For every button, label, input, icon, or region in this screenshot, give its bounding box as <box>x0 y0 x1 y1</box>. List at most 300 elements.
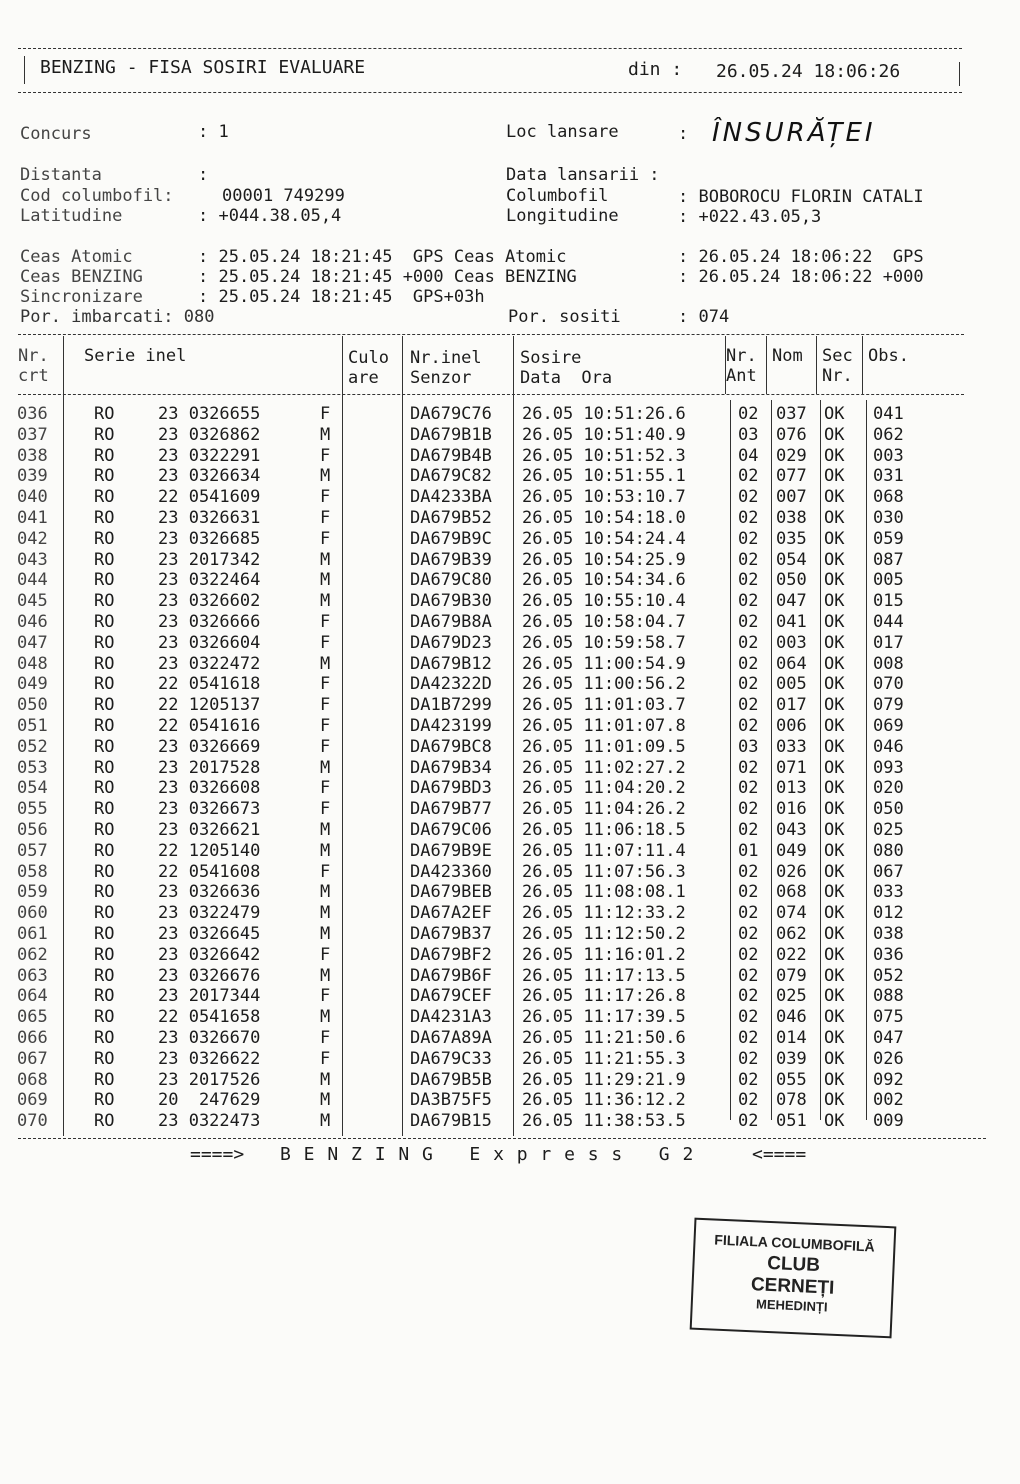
row-arrival-time: 26.05 11:00:56.2 <box>522 674 686 695</box>
row-sensor: DA679C82 <box>410 466 492 487</box>
footer-left-arrow: ====> <box>190 1144 245 1165</box>
columbofil-label: Columbofil <box>506 186 609 206</box>
row-antenna: 02 <box>738 591 759 612</box>
row-sensor: DA42322D <box>410 674 492 695</box>
row-security: OK <box>824 1090 845 1111</box>
row-ring-number: 23 0326631 <box>158 507 261 528</box>
header-left-border <box>24 56 25 84</box>
row-antenna: 02 <box>738 674 759 695</box>
row-security: OK <box>824 528 845 549</box>
row-ring-number: 23 0326622 <box>158 1048 261 1069</box>
row-arrival-time: 26.05 10:54:24.4 <box>522 528 686 549</box>
row-ring-number: 23 0322473 <box>158 1111 261 1132</box>
row-sensor: DA679C33 <box>410 1048 492 1069</box>
row-nom: 003 <box>776 632 807 653</box>
row-country: RO <box>94 466 115 487</box>
row-obs: 059 <box>873 528 904 549</box>
row-nom: 005 <box>776 674 807 695</box>
row-ring-number: 23 0322479 <box>158 903 261 924</box>
row-nom: 046 <box>776 1007 807 1028</box>
row-antenna: 02 <box>738 466 759 487</box>
row-nom: 074 <box>776 903 807 924</box>
row-ring-number: 23 0326604 <box>158 632 261 653</box>
row-sex: F <box>320 799 331 820</box>
row-country: RO <box>94 528 115 549</box>
row-sensor: DA4233BA <box>410 487 492 508</box>
row-sensor: DA679BD3 <box>410 778 492 799</box>
table-bottom-rule <box>18 1138 986 1139</box>
row-ring-number: 23 2017526 <box>158 1069 261 1090</box>
row-nom: 047 <box>776 591 807 612</box>
row-country: RO <box>94 778 115 799</box>
row-nom: 077 <box>776 466 807 487</box>
row-antenna: 02 <box>738 923 759 944</box>
row-antenna: 02 <box>738 861 759 882</box>
longitudine-label: Longitudine <box>506 206 619 226</box>
row-arrival-time: 26.05 10:59:58.7 <box>522 632 686 653</box>
row-sensor: DA1B7299 <box>410 695 492 716</box>
row-obs: 050 <box>873 799 904 820</box>
row-antenna: 02 <box>738 778 759 799</box>
row-sensor: DA423360 <box>410 861 492 882</box>
row-arrival-time: 26.05 11:06:18.5 <box>522 819 686 840</box>
row-country: RO <box>94 819 115 840</box>
row-security: OK <box>824 424 845 445</box>
row-obs: 092 <box>873 1069 904 1090</box>
row-antenna: 02 <box>738 570 759 591</box>
row-ring-number: 23 0326636 <box>158 882 261 903</box>
table-row <box>0 674 1020 695</box>
row-country: RO <box>94 570 115 591</box>
col-header-nrinel: Nr.inel <box>410 348 482 368</box>
row-sensor: DA679B15 <box>410 1111 492 1132</box>
row-security: OK <box>824 1048 845 1069</box>
row-ring-number: 22 0541658 <box>158 1007 261 1028</box>
row-number: 061 <box>17 923 48 944</box>
row-arrival-time: 26.05 11:02:27.2 <box>522 757 686 778</box>
row-sensor: DA679C06 <box>410 819 492 840</box>
row-antenna: 02 <box>738 799 759 820</box>
row-ring-number: 23 2017528 <box>158 757 261 778</box>
row-country: RO <box>94 903 115 924</box>
table-row <box>0 1007 1020 1028</box>
row-security: OK <box>824 611 845 632</box>
row-number: 047 <box>17 632 48 653</box>
row-number: 069 <box>17 1090 48 1111</box>
stamp-line-3: CERNEȚI <box>750 1274 835 1299</box>
row-arrival-time: 26.05 10:51:55.1 <box>522 466 686 487</box>
row-nom: 013 <box>776 778 807 799</box>
table-row <box>0 695 1020 716</box>
row-sex: M <box>320 757 331 778</box>
table-row <box>0 903 1020 924</box>
row-nom: 039 <box>776 1048 807 1069</box>
row-ring-number: 23 0326634 <box>158 466 261 487</box>
concurs-label: Concurs <box>20 124 92 144</box>
table-row <box>0 758 1020 779</box>
row-number: 059 <box>17 882 48 903</box>
row-nom: 026 <box>776 861 807 882</box>
row-sex: M <box>320 466 331 487</box>
row-antenna: 03 <box>738 424 759 445</box>
row-obs: 031 <box>873 466 904 487</box>
row-security: OK <box>824 591 845 612</box>
col-header-senzor: Senzor <box>410 368 472 388</box>
row-antenna: 02 <box>738 757 759 778</box>
row-ring-number: 23 0322464 <box>158 570 261 591</box>
table-row <box>0 862 1020 883</box>
row-sex: M <box>320 1069 331 1090</box>
row-sex: F <box>320 715 331 736</box>
loc-lansare-label: Loc lansare <box>506 122 619 142</box>
row-arrival-time: 26.05 11:04:26.2 <box>522 799 686 820</box>
row-number: 039 <box>17 466 48 487</box>
row-ring-number: 23 0326670 <box>158 1027 261 1048</box>
row-sensor: DA679CEF <box>410 986 492 1007</box>
row-sex: F <box>320 944 331 965</box>
table-row <box>0 1090 1020 1111</box>
row-ring-number: 23 0322291 <box>158 445 261 466</box>
row-antenna: 02 <box>738 404 759 424</box>
row-ring-number: 23 0326655 <box>158 404 261 424</box>
latitudine-label: Latitudine <box>20 206 123 226</box>
row-ring-number: 23 0326676 <box>158 965 261 986</box>
table-row <box>0 1070 1020 1091</box>
row-country: RO <box>94 653 115 674</box>
row-number: 037 <box>17 424 48 445</box>
col-header-crt: crt <box>18 366 49 386</box>
col-header-nr-ant: Nr. <box>726 346 757 366</box>
row-antenna: 02 <box>738 1111 759 1132</box>
row-arrival-time: 26.05 11:17:39.5 <box>522 1007 686 1028</box>
table-row <box>0 508 1020 529</box>
row-ring-number: 23 0326685 <box>158 528 261 549</box>
row-arrival-time: 26.05 11:08:08.1 <box>522 882 686 903</box>
header-right-border <box>959 62 960 86</box>
porumbei-imbarcati: Por. imbarcati: 080 <box>20 307 215 327</box>
row-sex: F <box>320 487 331 508</box>
row-sex: F <box>320 778 331 799</box>
row-sex: F <box>320 632 331 653</box>
row-number: 063 <box>17 965 48 986</box>
row-obs: 068 <box>873 487 904 508</box>
row-number: 064 <box>17 986 48 1007</box>
table-row <box>0 966 1020 987</box>
row-country: RO <box>94 632 115 653</box>
row-number: 068 <box>17 1069 48 1090</box>
row-ring-number: 22 0541618 <box>158 674 261 695</box>
row-country: RO <box>94 944 115 965</box>
row-antenna: 02 <box>738 1090 759 1111</box>
row-antenna: 02 <box>738 653 759 674</box>
club-stamp <box>690 1218 897 1339</box>
row-ring-number: 23 0326602 <box>158 591 261 612</box>
row-obs: 036 <box>873 944 904 965</box>
row-security: OK <box>824 1007 845 1028</box>
row-nom: 038 <box>776 507 807 528</box>
row-country: RO <box>94 695 115 716</box>
row-sex: M <box>320 424 331 445</box>
row-country: RO <box>94 487 115 508</box>
row-security: OK <box>824 819 845 840</box>
row-number: 045 <box>17 591 48 612</box>
row-antenna: 01 <box>738 840 759 861</box>
table-row <box>0 654 1020 675</box>
row-ring-number: 23 0326862 <box>158 424 261 445</box>
row-antenna: 02 <box>738 549 759 570</box>
table-row <box>0 778 1020 799</box>
row-country: RO <box>94 549 115 570</box>
row-nom: 006 <box>776 715 807 736</box>
row-sensor: DA679B34 <box>410 757 492 778</box>
table-top-rule <box>18 334 964 335</box>
row-number: 053 <box>17 757 48 778</box>
concurs-value: : 1 <box>198 122 229 142</box>
footer-brand: B E N Z I N G E x p r e s s G 2 <box>280 1144 695 1165</box>
row-security: OK <box>824 736 845 757</box>
col-sep-obs <box>862 336 863 394</box>
row-arrival-time: 26.05 11:12:33.2 <box>522 903 686 924</box>
row-sex: F <box>320 986 331 1007</box>
row-obs: 017 <box>873 632 904 653</box>
row-arrival-time: 26.05 11:16:01.2 <box>522 944 686 965</box>
row-antenna: 02 <box>738 986 759 1007</box>
row-ring-number: 23 0326673 <box>158 799 261 820</box>
row-antenna: 02 <box>738 1027 759 1048</box>
row-arrival-time: 26.05 11:00:54.9 <box>522 653 686 674</box>
row-obs: 046 <box>873 736 904 757</box>
row-obs: 052 <box>873 965 904 986</box>
row-number: 051 <box>17 715 48 736</box>
row-obs: 044 <box>873 611 904 632</box>
data-lansarii-label: Data lansarii : <box>506 165 660 185</box>
row-antenna: 02 <box>738 695 759 716</box>
row-nom: 068 <box>776 882 807 903</box>
table-row <box>0 550 1020 571</box>
row-obs: 069 <box>873 715 904 736</box>
row-country: RO <box>94 611 115 632</box>
row-country: RO <box>94 1048 115 1069</box>
row-nom: 007 <box>776 487 807 508</box>
row-antenna: 02 <box>738 528 759 549</box>
arrivals-table-body <box>0 404 1020 1132</box>
row-sex: F <box>320 507 331 528</box>
row-sensor: DA679B8A <box>410 611 492 632</box>
row-nom: 062 <box>776 923 807 944</box>
cod-columbofil-value: 00001 749299 <box>222 186 345 206</box>
row-ring-number: 23 2017344 <box>158 986 261 1007</box>
row-number: 057 <box>17 840 48 861</box>
row-security: OK <box>824 549 845 570</box>
row-country: RO <box>94 799 115 820</box>
row-antenna: 02 <box>738 715 759 736</box>
row-security: OK <box>824 923 845 944</box>
row-country: RO <box>94 507 115 528</box>
row-security: OK <box>824 404 845 424</box>
row-antenna: 02 <box>738 944 759 965</box>
row-nom: 017 <box>776 695 807 716</box>
row-ring-number: 20 247629 <box>158 1090 261 1111</box>
col-header-nom: Nom <box>772 346 803 366</box>
row-sensor: DA679C80 <box>410 570 492 591</box>
row-security: OK <box>824 882 845 903</box>
table-row <box>0 986 1020 1007</box>
table-row <box>0 487 1020 508</box>
row-nom: 016 <box>776 799 807 820</box>
row-country: RO <box>94 1007 115 1028</box>
row-sex: M <box>320 1007 331 1028</box>
row-arrival-time: 26.05 10:51:52.3 <box>522 445 686 466</box>
row-sex: M <box>320 923 331 944</box>
row-sex: M <box>320 965 331 986</box>
row-sensor: DA67A89A <box>410 1027 492 1048</box>
row-country: RO <box>94 1027 115 1048</box>
row-nom: 051 <box>776 1111 807 1132</box>
din-value: 26.05.24 18:06:26 <box>716 61 901 82</box>
loc-lansare-sep: : <box>678 124 689 144</box>
latitudine-value: : +044.38.05,4 <box>198 206 342 226</box>
row-country: RO <box>94 445 115 466</box>
row-arrival-time: 26.05 11:38:53.5 <box>522 1111 686 1132</box>
row-obs: 080 <box>873 840 904 861</box>
row-sex: M <box>320 1111 331 1132</box>
row-sensor: DA679C76 <box>410 404 492 424</box>
row-number: 042 <box>17 528 48 549</box>
row-sensor: DA679D23 <box>410 632 492 653</box>
ceas-atomic-value-right: : 26.05.24 18:06:22 GPS <box>678 247 924 267</box>
table-header-bottom-rule <box>18 394 964 395</box>
row-sensor: DA679B39 <box>410 549 492 570</box>
row-sensor: DA3B75F5 <box>410 1090 492 1111</box>
table-row <box>0 591 1020 612</box>
row-security: OK <box>824 799 845 820</box>
row-number: 070 <box>17 1111 48 1132</box>
row-number: 048 <box>17 653 48 674</box>
row-ring-number: 23 0326666 <box>158 611 261 632</box>
row-security: OK <box>824 695 845 716</box>
row-sex: F <box>320 736 331 757</box>
row-antenna: 04 <box>738 445 759 466</box>
row-nom: 079 <box>776 965 807 986</box>
row-antenna: 02 <box>738 507 759 528</box>
row-security: OK <box>824 903 845 924</box>
row-sex: M <box>320 570 331 591</box>
table-row <box>0 446 1020 467</box>
row-sex: M <box>320 819 331 840</box>
row-sensor: DA679B4B <box>410 445 492 466</box>
row-ring-number: 22 1205140 <box>158 840 261 861</box>
table-row <box>0 1028 1020 1049</box>
row-country: RO <box>94 591 115 612</box>
row-security: OK <box>824 965 845 986</box>
row-arrival-time: 26.05 10:55:10.4 <box>522 591 686 612</box>
row-antenna: 02 <box>738 1048 759 1069</box>
col-header-are: are <box>348 368 379 388</box>
row-number: 041 <box>17 507 48 528</box>
row-country: RO <box>94 404 115 424</box>
row-sensor: DA679B9C <box>410 528 492 549</box>
row-sex: M <box>320 1090 331 1111</box>
row-nom: 064 <box>776 653 807 674</box>
row-country: RO <box>94 1090 115 1111</box>
row-obs: 093 <box>873 757 904 778</box>
table-row <box>0 1049 1020 1070</box>
row-country: RO <box>94 882 115 903</box>
row-obs: 079 <box>873 695 904 716</box>
row-number: 050 <box>17 695 48 716</box>
row-obs: 005 <box>873 570 904 591</box>
col-header-sosire: Sosire <box>520 348 582 368</box>
row-number: 044 <box>17 570 48 591</box>
row-nom: 022 <box>776 944 807 965</box>
row-country: RO <box>94 861 115 882</box>
table-row <box>0 529 1020 550</box>
row-number: 040 <box>17 487 48 508</box>
row-security: OK <box>824 840 845 861</box>
row-sex: F <box>320 1048 331 1069</box>
row-obs: 070 <box>873 674 904 695</box>
row-sex: M <box>320 903 331 924</box>
row-arrival-time: 26.05 11:21:55.3 <box>522 1048 686 1069</box>
row-obs: 003 <box>873 445 904 466</box>
row-number: 052 <box>17 736 48 757</box>
row-antenna: 02 <box>738 819 759 840</box>
row-antenna: 03 <box>738 736 759 757</box>
row-sensor: DA679B12 <box>410 653 492 674</box>
row-arrival-time: 26.05 10:58:04.7 <box>522 611 686 632</box>
col-header-nr: Nr. <box>18 346 49 366</box>
col-header-culo: Culo <box>348 348 389 368</box>
ceas-atomic-label: Ceas Atomic <box>20 247 133 267</box>
row-nom: 078 <box>776 1090 807 1111</box>
row-security: OK <box>824 1111 845 1132</box>
row-nom: 033 <box>776 736 807 757</box>
row-obs: 038 <box>873 923 904 944</box>
row-nom: 029 <box>776 445 807 466</box>
row-number: 038 <box>17 445 48 466</box>
row-obs: 025 <box>873 819 904 840</box>
col-header-serie-inel: Serie inel <box>84 346 187 366</box>
row-sex: F <box>320 445 331 466</box>
col-sep-nom <box>766 336 767 394</box>
row-security: OK <box>824 445 845 466</box>
row-arrival-time: 26.05 11:36:12.2 <box>522 1090 686 1111</box>
col-sep-sec <box>816 336 817 394</box>
row-arrival-time: 26.05 11:07:11.4 <box>522 840 686 861</box>
row-arrival-time: 26.05 10:54:25.9 <box>522 549 686 570</box>
row-obs: 026 <box>873 1048 904 1069</box>
row-sex: M <box>320 840 331 861</box>
row-sensor: DA4231A3 <box>410 1007 492 1028</box>
row-nom: 041 <box>776 611 807 632</box>
row-sensor: DA679B77 <box>410 799 492 820</box>
row-ring-number: 23 0322472 <box>158 653 261 674</box>
longitudine-value: : +022.43.05,3 <box>678 207 822 227</box>
distanta-value: : <box>198 165 209 185</box>
row-antenna: 02 <box>738 1069 759 1090</box>
row-sensor: DA679B1B <box>410 424 492 445</box>
row-obs: 087 <box>873 549 904 570</box>
row-security: OK <box>824 674 845 695</box>
row-sensor: DA679B52 <box>410 507 492 528</box>
table-row <box>0 1111 1020 1132</box>
row-ring-number: 23 0326642 <box>158 944 261 965</box>
row-country: RO <box>94 424 115 445</box>
cod-columbofil-label: Cod columbofil: <box>20 186 174 206</box>
row-arrival-time: 26.05 10:51:26.6 <box>522 404 686 424</box>
row-arrival-time: 26.05 11:21:50.6 <box>522 1027 686 1048</box>
table-row <box>0 882 1020 903</box>
